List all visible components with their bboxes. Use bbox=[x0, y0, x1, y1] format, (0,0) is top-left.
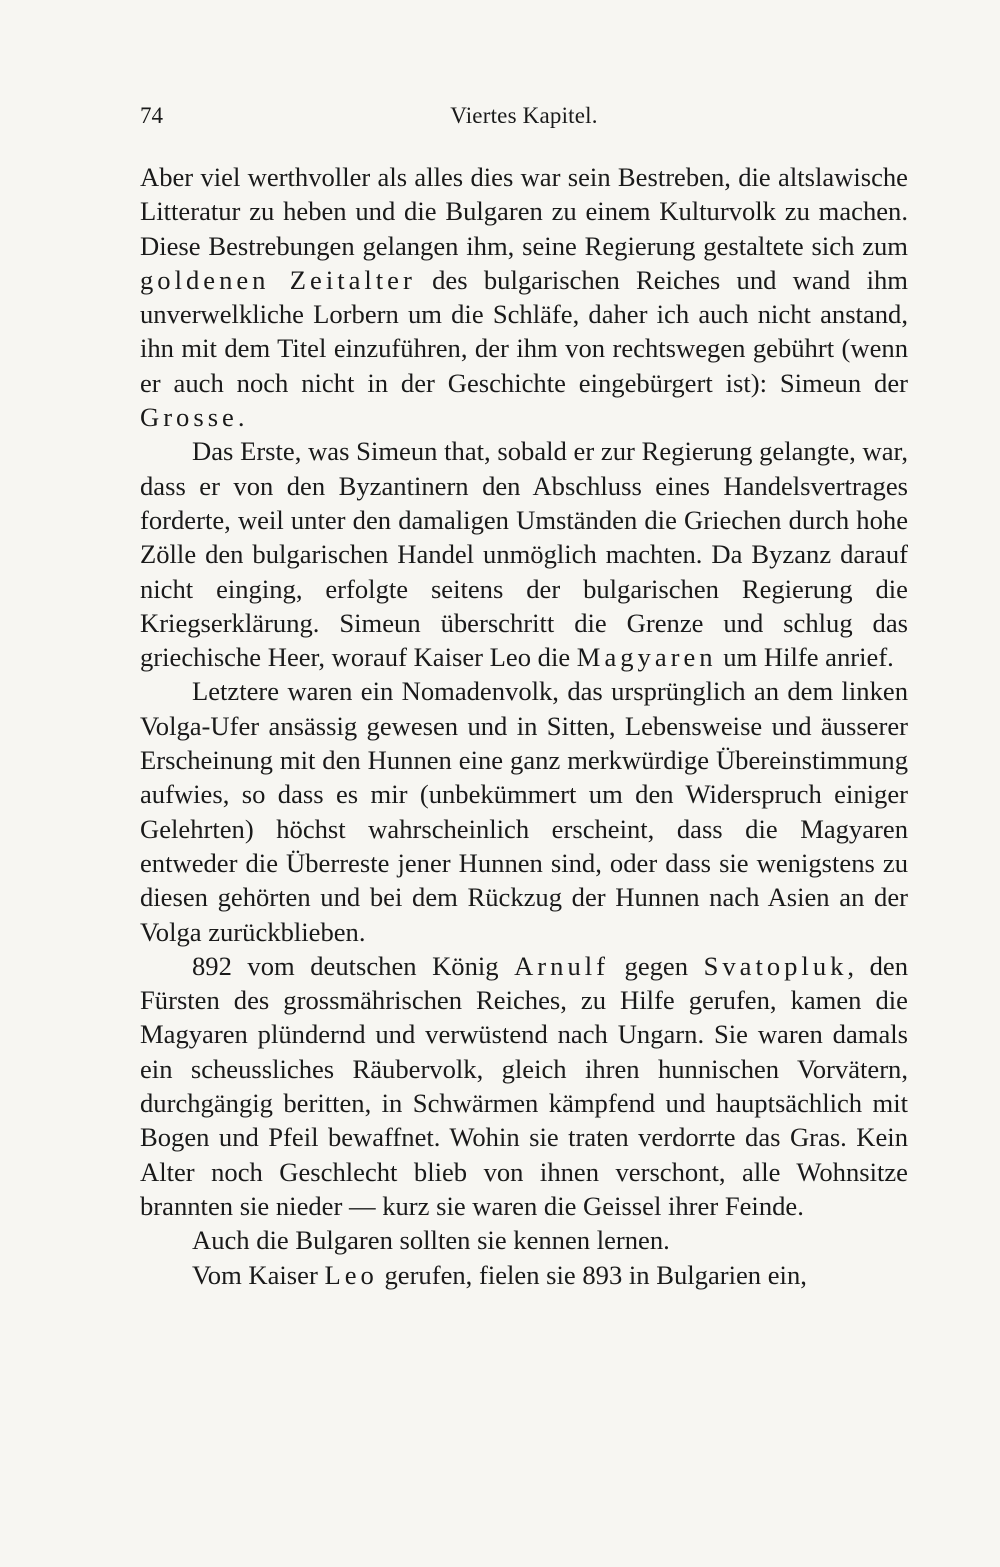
paragraph bbox=[140, 434, 908, 674]
spaced-emphasis: Arnulf bbox=[514, 950, 609, 981]
spaced-emphasis: Leo bbox=[324, 1259, 378, 1290]
text-run: Letztere waren ein Nomadenvolk, das ursprünglich an dem linken Volga-Ufer ansässig gewesen und in Sitten, Lebensweise und äusserer Erscheinung mit den Hunnen eine ganz merkwürdige Übereinstimmung aufwies, so dass es mir (unbekümmert um den Widerspruch einiger Gelehrten) höchst wahrscheinlich erscheint, dass die Magyaren entweder die Überreste jener Hunnen sind, oder dass sie wenigstens zu diesen gehörten und bei dem Rückzug der Hunnen nach Asien an der Volga zurückblieben. bbox=[140, 676, 908, 947]
text-run: Aber viel werthvoller als alles dies war sein Bestreben, die altslawische Litteratur zu heben und die Bulgaren zu einem Kulturvolk zu machen. Diese Bestrebungen gelangen ihm, seine Regierung gestaltete sich zum bbox=[140, 162, 908, 261]
spaced-emphasis: Magyaren bbox=[576, 642, 717, 673]
text-run: , den Fürsten des grossmährischen Reiches, zu Hilfe gerufen, kamen die Magyaren plündernd und verwüstend nach Ungarn. Sie waren damals ein scheussliches Räubervolk, gleich ihren hunnischen Vorvätern, durchgängig beritten, in Schwärmen kämpfend und hauptsächlich mit Bogen und Pfeil bewaffnet. Wohin sie traten verdorrte das Gras. Kein Alter noch Geschlecht blieb von ihnen verschont, alle Wohnsitze brannten sie nieder — kurz sie waren die Geissel ihrer Feinde. bbox=[140, 950, 908, 1221]
spaced-emphasis: Svatopluk bbox=[703, 950, 848, 981]
page-number: 74 bbox=[140, 103, 163, 128]
spaced-emphasis: goldenen Zeitalter bbox=[140, 264, 416, 295]
running-head: Viertes Kapitel. bbox=[450, 103, 598, 128]
text-run: Auch die Bulgaren sollten sie kennen lernen. bbox=[192, 1225, 670, 1256]
body-text bbox=[140, 160, 908, 1292]
page-header bbox=[140, 103, 908, 139]
text-run: Das Erste, was Simeun that, sobald er zur Regierung gelangte, war, dass er von den Byzantinern den Abschluss eines Handelsvertrages forderte, weil unter den damaligen Umständen die Griechen durch hohe Zölle den bulgarischen Handel unmöglich machten. Da Byzanz darauf nicht einging, erfolgte seitens der bulgarischen Regierung die Kriegserklärung. Simeun überschritt die Grenze und schlug das griechische Heer, worauf Kaiser Leo die bbox=[140, 436, 908, 673]
text-run: 892 vom deutschen König bbox=[192, 950, 515, 981]
text-run: des bulgarischen Reiches und wand ihm unverwelkliche Lorbern um die Schläfe, daher ich auch nicht anstand, ihn mit dem Titel einzuführen, der ihm von rechtswegen gebührt (wenn er auch noch nicht in der Geschichte eingebürgert ist): Simeun der bbox=[140, 264, 908, 398]
text-run: gegen bbox=[609, 950, 704, 981]
paragraph bbox=[140, 1223, 908, 1257]
text-run: um Hilfe anrief. bbox=[716, 642, 894, 673]
paragraph bbox=[140, 1258, 908, 1292]
text-run: Vom Kaiser bbox=[192, 1259, 325, 1290]
paragraph bbox=[140, 160, 908, 434]
text-run: gerufen, fielen sie 893 in Bulgarien ein, bbox=[377, 1259, 807, 1290]
spaced-emphasis: Grosse bbox=[140, 402, 238, 433]
text-run: . bbox=[237, 402, 245, 433]
paragraph bbox=[140, 674, 908, 948]
paragraph bbox=[140, 949, 908, 1223]
